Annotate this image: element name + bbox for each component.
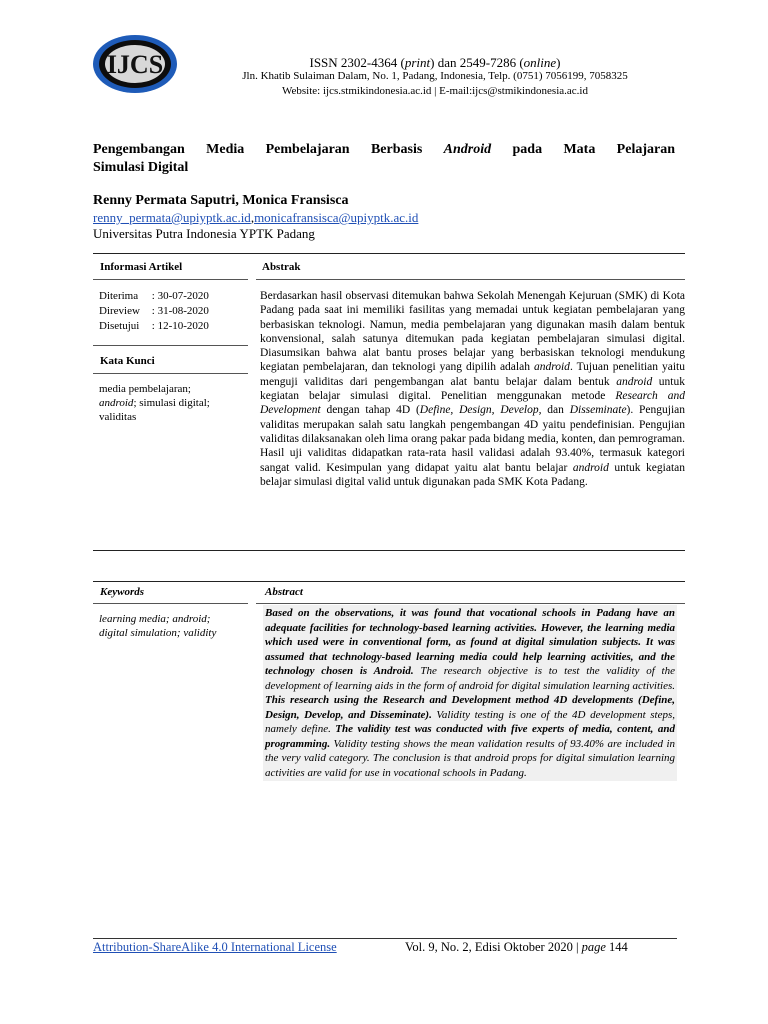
license-link[interactable]: Attribution-ShareAlike 4.0 International License	[93, 940, 337, 954]
journal-address: Jln. Khatib Sulaiman Dalam, No. 1, Padang, Indonesia, Telp. (0751) 7056199, 7058325	[242, 70, 628, 82]
abstract-body-en: Based on the observations, it was found that vocational schools in Padang have an adequate facilities for technology-based learning activities. However, the learning media which used were in conventional form, as found at digital simulation subjects. It was assumed that technology-based learning media could help learning activities, and the technology chosen is Android. The research objective is to test the validity of the development of learning aids in the form of android for digital simulation learning activities. This research using the Research and Development method 4D developments (Define, Design, Develop, and Disseminate). Validity testing is one of the 4D development steps, namely define. The validity test was conducted with five experts of media, content, and programming. Validity testing shows the mean validation results of 93.40% are included in the very valid category. The conclusion is that android props for digital simulation learning activities are valid for use in vocational schools in Padang.	[263, 605, 677, 781]
keywords-heading-id: Kata Kunci	[100, 355, 155, 367]
article-dates	[99, 289, 209, 334]
footer-divider	[93, 938, 677, 939]
issn-line: ISSN 2302-4364 (print) dan 2549-7286 (online)	[309, 55, 561, 70]
reviewed-date: Direview : 31-08-2020	[99, 305, 209, 317]
logo-text: IJCS	[106, 50, 164, 79]
volume-info: Vol. 9, No. 2, Edisi Oktober 2020 | page 144	[405, 940, 628, 954]
divider	[93, 373, 248, 374]
divider	[93, 279, 248, 280]
divider	[93, 345, 248, 346]
divider	[93, 581, 685, 582]
keywords-list-en: learning media; android; digital simulation; validity	[99, 613, 217, 639]
divider	[256, 603, 685, 604]
article-authors: Renny Permata Saputri, Monica Fransisca	[93, 193, 349, 208]
email-link-1[interactable]: renny_permata@upiyptk.ac.id	[93, 210, 251, 225]
journal-logo	[92, 34, 178, 94]
divider	[93, 550, 685, 551]
divider	[93, 253, 685, 254]
accepted-date: Disetujui : 12-10-2020	[99, 320, 209, 332]
abstrak-heading: Abstrak	[262, 261, 301, 273]
received-date: Diterima : 30-07-2020	[99, 290, 209, 302]
divider	[93, 603, 248, 604]
info-heading: Informasi Artikel	[100, 261, 183, 273]
article-title: Pengembangan Media Pembelajaran Berbasis Android pada Mata Pelajaran	[93, 142, 675, 157]
abstrak-body: Berdasarkan hasil observasi ditemukan bahwa Sekolah Menengah Kejuruan (SMK) di Kota Padang pada saat ini memiliki fasilitas yang memadai untuk kegiatan pembelajaran yang berbasiskan teknologi. Namun, media pembelajaran yang digunakan masih dalam bentuk konvensional, salah satunya ditemukan pada kegiatan pembelajaran simulasi digital. Diasumsikan bahwa alat bantu proses belajar yang berbasiskan teknologi mendukung kegiatan pembelajaran, dan teknologi yang dipilih adalah android. Tujuan penelitian yaitu menguji validitas dari pengembangan alat bantu belajar dalam bentuk android untuk kegiatan belajar simulasi digital. Penelitian menggunakan metode Research and Development dengan tahap 4D (Define, Design, Develop, dan Disseminate). Pengujian validitas merupakan salah satu langkah pengembangan 4D yaitu pendefinisian. Pengujian validitas dilaksanakan oleh lima orang pakar pada bidang media, konten, dan pemrograman. Hasil uji validitas didapatkan rata-rata hasil validasi adalah 93.40%, termasuk kategori sangat valid. Kesimpulan yang didapat yaitu alat bantu belajar android untuk kegiatan belajar simulasi digital valid untuk digunakan pada SMK Kota Padang.	[260, 290, 686, 488]
email-link-2[interactable]: monicafransisca@upiyptk.ac.id	[254, 210, 419, 225]
article-title-line2: Simulasi Digital	[93, 160, 189, 175]
keywords-list-id: media pembelajaran; android; simulasi digital; validitas	[99, 383, 210, 423]
abstract-heading-en: Abstract	[265, 586, 303, 598]
journal-website: Website: ijcs.stmikindonesia.ac.id | E-mail:ijcs@stmikindonesia.ac.id	[282, 85, 588, 97]
affiliation: Universitas Putra Indonesia YPTK Padang	[93, 226, 315, 241]
author-emails: renny_permata@upiyptk.ac.id,monicafransisca@upiyptk.ac.id	[93, 210, 419, 225]
divider	[256, 279, 685, 280]
keywords-heading-en: Keywords	[100, 586, 144, 598]
